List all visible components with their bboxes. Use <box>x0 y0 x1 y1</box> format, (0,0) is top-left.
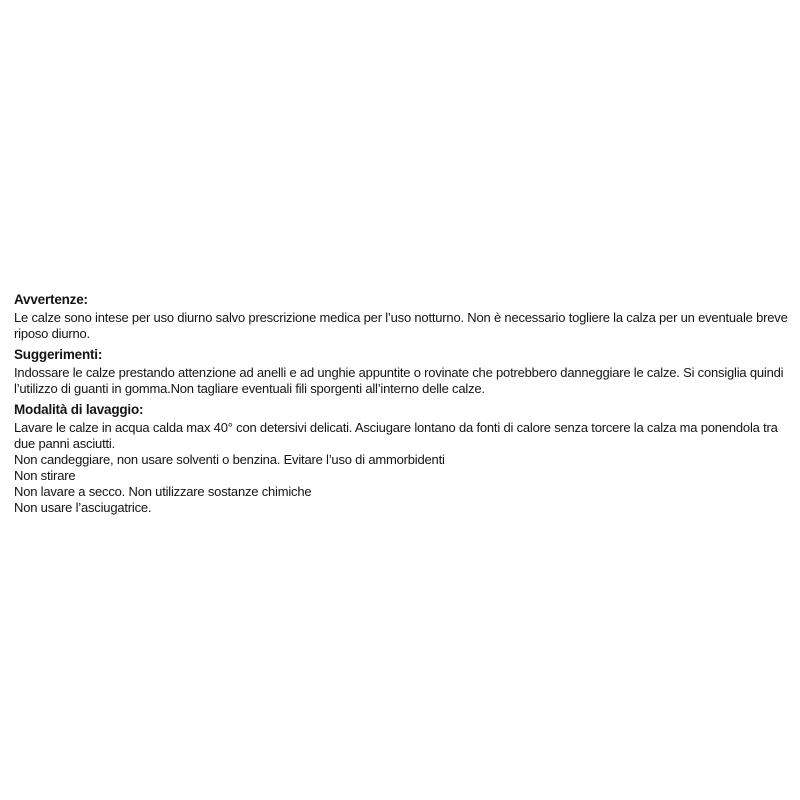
paragraph-avvertenze: Le calze sono intese per uso diurno salvo prescrizione medica per l’uso notturno. Non è necessario togliere la calza per un eventuale breve riposo diurno. <box>14 310 788 341</box>
section-heading-avvertenze: Avvertenze: <box>14 292 88 307</box>
paragraph-non-stirare: Non stirare <box>14 468 76 483</box>
section-heading-modalita-di-lavaggio: Modalità di lavaggio: <box>14 402 144 417</box>
paragraph-non-lavare-a-secco: Non lavare a secco. Non utilizzare sostanze chimiche <box>14 484 312 499</box>
care-instructions-document <box>14 292 788 516</box>
paragraph-non-usare-asciugatrice: Non usare l’asciugatrice. <box>14 500 152 515</box>
paragraph-suggerimenti: Indossare le calze prestando attenzione ad anelli e ad unghie appuntite o rovinate che potrebbero danneggiare le calze. Si consiglia quindi l’utilizzo di guanti in gomma.Non tagliare eventuali fili sporgenti all’interno delle calze. <box>14 365 784 396</box>
section-modalita-di-lavaggio <box>14 402 788 516</box>
section-avvertenze <box>14 292 788 342</box>
paragraph-non-candeggiare: Non candeggiare, non usare solventi o benzina. Evitare l’uso di ammorbidenti <box>14 452 445 467</box>
section-heading-suggerimenti: Suggerimenti: <box>14 347 103 362</box>
paragraph-lavaggio-istruzioni: Lavare le calze in acqua calda max 40° con detersivi delicati. Asciugare lontano da fonti di calore senza torcere la calza ma ponendola tra due panni asciutti. <box>14 420 778 451</box>
section-suggerimenti <box>14 347 788 397</box>
